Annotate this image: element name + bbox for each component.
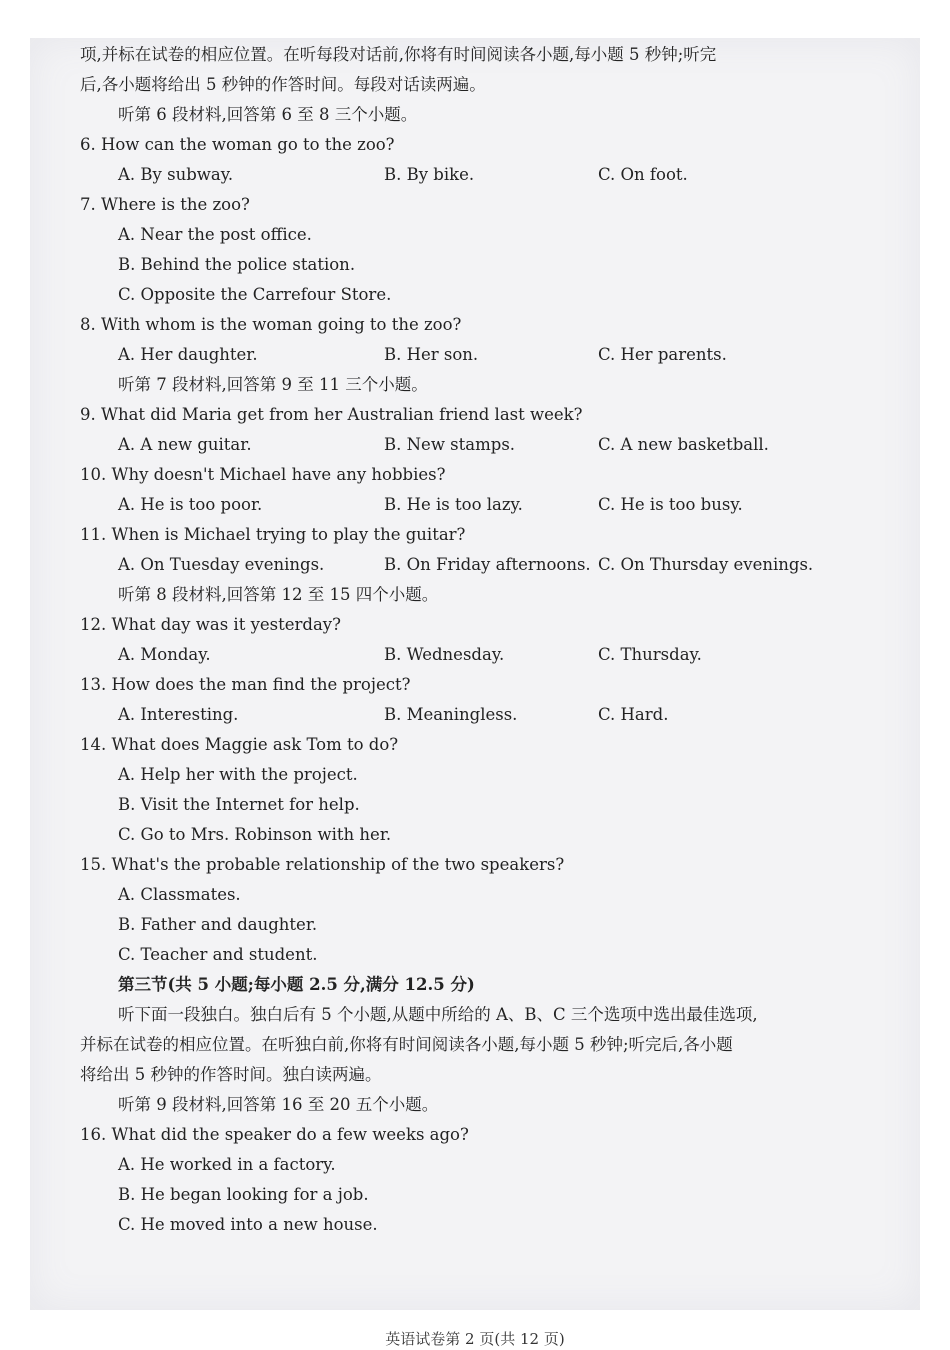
question-9-option-c: C. A new basketball. [598,435,769,454]
question-6-options [80,160,910,190]
question-10-stem: 10. Why doesn't Michael have any hobbies? [80,465,446,484]
question-13-option-a: A. Interesting. [118,705,239,724]
question-8-option-c: C. Her parents. [598,345,727,364]
question-14-option-c: C. Go to Mrs. Robinson with her. [118,825,392,844]
question-15-stem: 15. What's the probable relationship of the two speakers? [80,855,565,874]
section3-intro-line3: 将给出 5 秒钟的作答时间。独白读两遍。 [80,1065,382,1084]
question-15-option-a: A. Classmates. [118,885,241,904]
question-7-option-b: B. Behind the police station. [118,255,356,274]
question-11-option-c: C. On Thursday evenings. [598,555,814,574]
question-9-stem: 9. What did Maria get from her Australian friend last week? [80,405,583,424]
section3-intro-line2: 并标在试卷的相应位置。在听独白前,你将有时间阅读各小题,每小题 5 秒钟;听完后,各小题 [80,1035,733,1054]
question-13-stem: 13. How does the man find the project? [80,675,411,694]
question-16-option-a: A. He worked in a factory. [118,1155,336,1174]
question-16-stem: 16. What did the speaker do a few weeks ago? [80,1125,469,1144]
section2-intro-line2: 后,各小题将给出 5 秒钟的作答时间。每段对话读两遍。 [80,75,486,94]
group7-instruction: 听第 7 段材料,回答第 9 至 11 三个小题。 [118,375,428,394]
question-11-stem: 11. When is Michael trying to play the guitar? [80,525,466,544]
question-11-option-a: A. On Tuesday evenings. [118,555,325,574]
question-14-stem: 14. What does Maggie ask Tom to do? [80,735,399,754]
question-12-option-a: A. Monday. [118,645,211,664]
question-7-option-c: C. Opposite the Carrefour Store. [118,285,392,304]
group9-instruction: 听第 9 段材料,回答第 16 至 20 五个小题。 [118,1095,439,1114]
question-8-option-a: A. Her daughter. [118,345,258,364]
question-10-options [80,490,910,520]
question-14-option-a: A. Help her with the project. [118,765,358,784]
question-10-option-c: C. He is too busy. [598,495,743,514]
question-7-stem: 7. Where is the zoo? [80,195,250,214]
question-13-options [80,700,910,730]
question-10-option-a: A. He is too poor. [118,495,263,514]
group8-instruction: 听第 8 段材料,回答第 12 至 15 四个小题。 [118,585,439,604]
question-6-option-a: A. By subway. [118,165,234,184]
question-7-option-a: A. Near the post office. [118,225,312,244]
question-15-option-c: C. Teacher and student. [118,945,318,964]
question-9-option-a: A. A new guitar. [118,435,252,454]
question-6-stem: 6. How can the woman go to the zoo? [80,135,395,154]
question-12-option-b: B. Wednesday. [384,645,505,664]
question-9-option-b: B. New stamps. [384,435,516,454]
question-13-option-c: C. Hard. [598,705,669,724]
question-13-option-b: B. Meaningless. [384,705,518,724]
question-15-option-b: B. Father and daughter. [118,915,318,934]
question-8-stem: 8. With whom is the woman going to the zoo? [80,315,462,334]
question-11-option-b: B. On Friday afternoons. [384,555,591,574]
question-16-option-c: C. He moved into a new house. [118,1215,378,1234]
group6-instruction: 听第 6 段材料,回答第 6 至 8 三个小题。 [118,105,418,124]
exam-content [80,40,910,1240]
section2-intro-line1: 项,并标在试卷的相应位置。在听每段对话前,你将有时间阅读各小题,每小题 5 秒钟;听完 [80,45,717,64]
exam-page [30,38,920,1348]
question-12-option-c: C. Thursday. [598,645,702,664]
section3-heading: 第三节(共 5 小题;每小题 2.5 分,满分 12.5 分) [118,975,475,994]
question-14-option-b: B. Visit the Internet for help. [118,795,360,814]
question-8-option-b: B. Her son. [384,345,479,364]
question-11-options [80,550,910,580]
question-16-option-b: B. He began looking for a job. [118,1185,369,1204]
section3-intro-line1: 听下面一段独白。独白后有 5 个小题,从题中所给的 A、B、C 三个选项中选出最佳选项, [118,1005,758,1024]
question-6-option-c: C. On foot. [598,165,688,184]
question-6-option-b: B. By bike. [384,165,475,184]
question-10-option-b: B. He is too lazy. [384,495,523,514]
question-8-options [80,340,910,370]
question-12-options [80,640,910,670]
page-footer: 英语试卷第 2 页(共 12 页) [385,1330,565,1348]
question-9-options [80,430,910,460]
question-12-stem: 12. What day was it yesterday? [80,615,341,634]
